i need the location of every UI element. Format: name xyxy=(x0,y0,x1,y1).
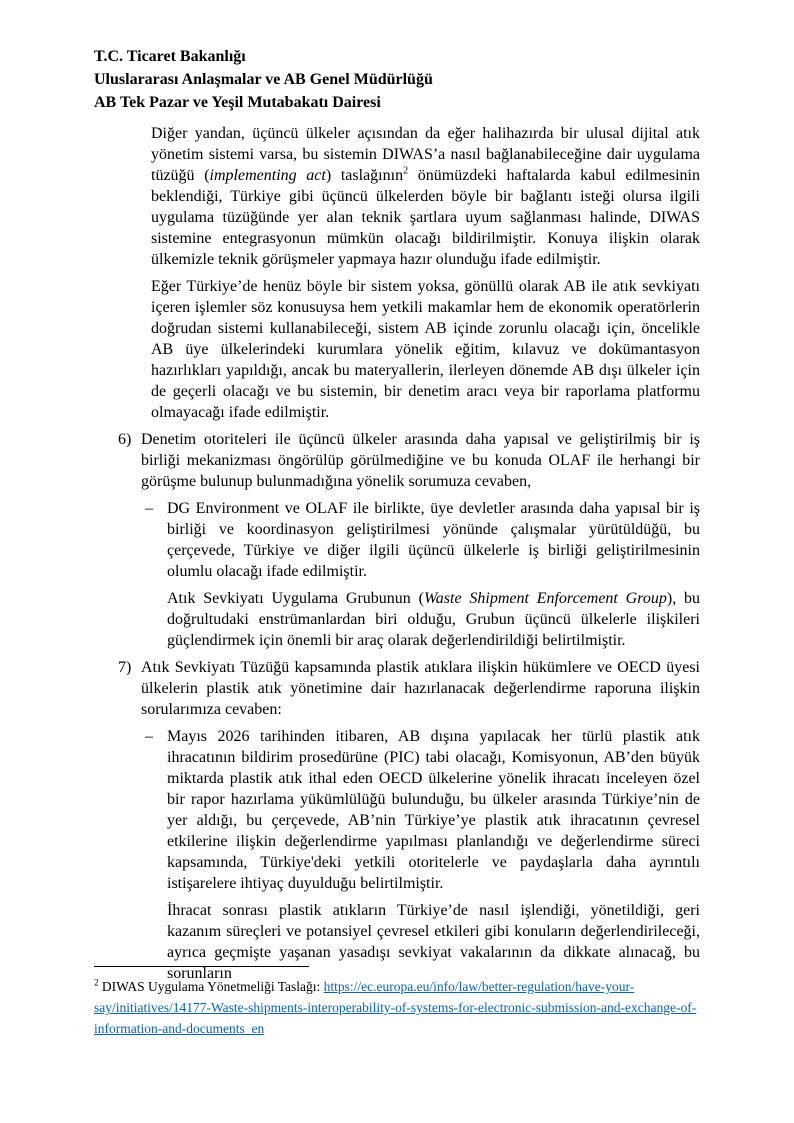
numbered-item-6 xyxy=(94,429,700,492)
item-6-text: Denetim otoriteleri ile üçüncü ülkeler arasında daha yapısal ve geliştirilmiş bir iş birliği mekanizması öngörülüp görülmediğine ve bu konuda OLAF ile herhangi bir görüşme bulunup bulunmadığına yönelik sorumuza cevaben, xyxy=(141,431,700,490)
text-run-pre: Atık Sevkiyatı Uygulama Grubunun ( xyxy=(167,590,424,607)
item-7-text: Atık Sevkiyatı Tüzüğü kapsamında plastik atıklara ilişkin hükümlere ve OECD üyesi ülkelerin plastik atık yönetimine dair hazırlanacak değerlendirme raporuna ilişkin sorularımıza cevaben: xyxy=(141,659,700,718)
text-run-mid: ) taslağının xyxy=(325,167,404,184)
paragraph-enforcement-group xyxy=(167,588,700,651)
text-run-post: ), bu doğrultudaki enstrümanlardan biri olduğu, Grubun üçüncü ülkelerle ilişkileri güçlendirmek için önemli bir araç olarak değerlendirildiği belirtilmiştir. xyxy=(167,590,700,649)
italic-phrase-wseg: Waste Shipment Enforcement Group xyxy=(423,590,667,607)
letterhead-line-department: AB Tek Pazar ve Yeşil Mutabakatı Dairesi xyxy=(94,94,381,111)
footnote-separator xyxy=(94,966,309,967)
footnote-area xyxy=(94,966,700,1039)
item-7-number: 7) xyxy=(118,659,132,676)
paragraph-post-export-assessment: İhracat sonrası plastik atıkların Türkiye’de nasıl işlendiği, yönetildiği, geri kazanım süreçleri ve potansiyel çevresel etkileri gibi konuların değerlendirileceği, ayrıca geçmişte yaşanan yasadışı sevkiyat vakalarının da dikkate alınacağ, bu sorunların xyxy=(167,902,700,982)
footnote-reference-2: 2 xyxy=(403,165,409,177)
numbered-item-7 xyxy=(94,657,700,720)
text-run-post: önümüzdeki haftalarda kabul edilmesinin beklendiği, Türkiye gibi üçüncü ülkelerden böyle bir bağlantı isteği olursa ilgili uygulama tüzüğünde yer alan teknik şartlara uyum sağlanması halinde, DIWAS sistemine entegrasyonun mümkün olacağı bildirilmiştir. Konuya ilişkin olarak ülkemizle teknik görüşmeler yapmaya hazır olunduğu ifade edilmiştir. xyxy=(151,167,701,268)
letterhead-line-directorate: Uluslararası Anlaşmalar ve AB Genel Müdürlüğü xyxy=(94,71,433,88)
dash-marker: – xyxy=(145,728,153,745)
bullet-item-plastic-waste xyxy=(94,726,700,894)
bullet-item-dg-environment xyxy=(94,498,700,582)
text-run-pre: Diğer yandan, üçüncü ülkeler açısından da eğer halihazırda bir ulusal dijital atık yönetim sistemi varsa, bu sistemin DIWAS’a nasıl bağlanabileceğine dair uygulama tüzüğü ( xyxy=(151,125,700,184)
footnote-marker-2: 2 xyxy=(94,977,99,988)
italic-phrase-implementing-act: implementing act xyxy=(209,167,326,184)
footnote-text xyxy=(94,976,700,1039)
paragraph-voluntary-use: Eğer Türkiye’de henüz böyle bir sistem yoksa, gönüllü olarak AB ile atık sevkiyatı içeren işlemler söz konusuysa hem yetkili makamlar hem de ekonomik operatörlerin doğrudan sistemi kullanabileceği, sistem AB içinde zorunlu olacağı için, öncelikle AB üye ülkelerindeki kurumlara yönelik eğitim, kılavuz ve dokümantasyon hazırlıkları yapıldığı, ancak bu materyallerin, ilerleyen dönemde AB dışı ülkeler için de geçerli olacağı ve bu sistemin, bir denetim aracı veya bir raporlama platformu olmayacağı ifade edilmiştir. xyxy=(151,278,700,421)
footnote-link[interactable]: https://ec.europa.eu/info/law/better-regulation/have-your-say/initiatives/14177-Waste-shipments-interoperability-of-systems-for-electronic-submission-and-exchange-of-information-and-documents_en xyxy=(94,979,697,1036)
footnote-label: DIWAS Uygulama Yönetmeliği Taslağı: xyxy=(98,979,324,994)
letterhead xyxy=(94,45,700,114)
item-6-number: 6) xyxy=(118,431,132,448)
document-body xyxy=(94,123,700,984)
letterhead-line-ministry: T.C. Ticaret Bakanlığı xyxy=(94,48,246,65)
dash-marker: – xyxy=(145,500,153,517)
paragraph-diwas-connection xyxy=(151,123,700,270)
bullet-text-dg-environment: DG Environment ve OLAF ile birlikte, üye devletler arasında daha yapısal bir iş birliği ve koordinasyon geliştirilmesi yönünde çalışmalar yürütüldüğü, bu çerçevede, Türkiye ve diğer ilgili üçüncü ülkelerle iş birliği geliştirilmesinin olumlu olacağı ifade edilmiştir. xyxy=(167,500,700,580)
bullet-text-plastic-waste: Mayıs 2026 tarihinden itibaren, AB dışına yapılacak her türlü plastik atık ihracatının bildirim prosedürüne (PIC) tabi olacağı, Komisyonun, AB’den büyük miktarda plastik atık ithal eden OECD ülkelerine yönelik ihracatı inceleyen özel bir rapor hazırlama yükümlülüğü bulunduğu, bu ülkeler arasında Türkiye’nin de yer aldığı, bu çerçevede, AB’nin Türkiye’ye plastik atık ihracatının çevresel etkilerine ilişkin değerlendirme yapılması planlandığı ve değerlendirme süreci kapsamında, Türkiye'deki yetkili otoritelerle ve paydaşlarla daha ayrıntılı istişarelere ihtiyaç duyulduğu belirtilmiştir. xyxy=(167,728,700,892)
